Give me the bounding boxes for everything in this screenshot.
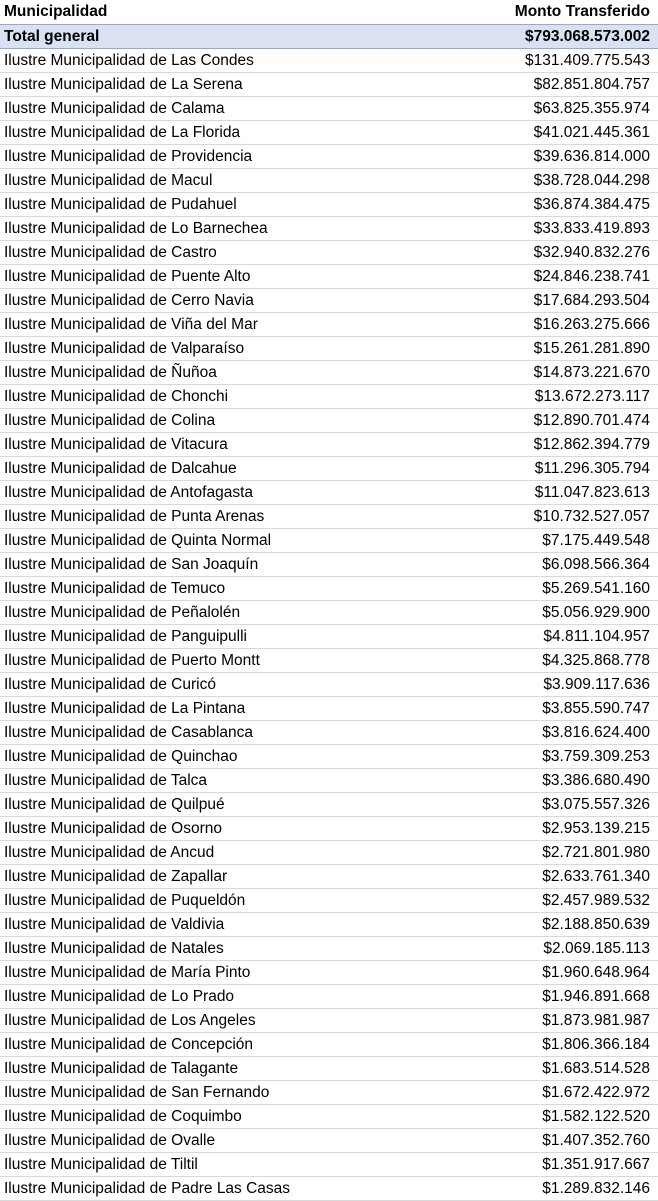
table-row[interactable] bbox=[0, 528, 658, 552]
amount-cell: $1.407.352.760 bbox=[444, 1128, 658, 1152]
amount-cell: $82.851.804.757 bbox=[444, 72, 658, 96]
amount-cell: $6.098.566.364 bbox=[444, 552, 658, 576]
municipality-name-cell: Ilustre Municipalidad de La Florida bbox=[0, 120, 444, 144]
municipality-name-cell: Ilustre Municipalidad de Osorno bbox=[0, 816, 444, 840]
table-row[interactable] bbox=[0, 168, 658, 192]
total-row[interactable] bbox=[0, 24, 658, 48]
municipality-name-cell: Ilustre Municipalidad de Peñalolén bbox=[0, 600, 444, 624]
municipality-name-cell: Ilustre Municipalidad de Punta Arenas bbox=[0, 504, 444, 528]
amount-cell: $4.811.104.957 bbox=[444, 624, 658, 648]
municipality-name-cell: Ilustre Municipalidad de Padre Las Casas bbox=[0, 1176, 444, 1200]
table-row[interactable] bbox=[0, 816, 658, 840]
amount-cell: $17.684.293.504 bbox=[444, 288, 658, 312]
table-row[interactable] bbox=[0, 432, 658, 456]
amount-cell: $1.582.122.520 bbox=[444, 1104, 658, 1128]
municipality-name-cell: Ilustre Municipalidad de Antofagasta bbox=[0, 480, 444, 504]
total-amount: $793.068.573.002 bbox=[444, 24, 658, 48]
municipality-name-cell: Ilustre Municipalidad de Vitacura bbox=[0, 432, 444, 456]
municipality-name-cell: Ilustre Municipalidad de Puerto Montt bbox=[0, 648, 444, 672]
amount-cell: $2.953.139.215 bbox=[444, 816, 658, 840]
amount-cell: $2.188.850.639 bbox=[444, 912, 658, 936]
amount-cell: $2.457.989.532 bbox=[444, 888, 658, 912]
municipality-name-cell: Ilustre Municipalidad de Castro bbox=[0, 240, 444, 264]
table-row[interactable] bbox=[0, 768, 658, 792]
amount-cell: $32.940.832.276 bbox=[444, 240, 658, 264]
table-row[interactable] bbox=[0, 312, 658, 336]
amount-cell: $2.633.761.340 bbox=[444, 864, 658, 888]
amount-cell: $3.855.590.747 bbox=[444, 696, 658, 720]
municipality-name-cell: Ilustre Municipalidad de Lo Prado bbox=[0, 984, 444, 1008]
table-row[interactable] bbox=[0, 672, 658, 696]
municipality-name-cell: Ilustre Municipalidad de Natales bbox=[0, 936, 444, 960]
total-label: Total general bbox=[0, 24, 444, 48]
table-row[interactable] bbox=[0, 696, 658, 720]
municipality-name-cell: Ilustre Municipalidad de Colina bbox=[0, 408, 444, 432]
table-row[interactable] bbox=[0, 72, 658, 96]
municipality-name-cell: Ilustre Municipalidad de Las Condes bbox=[0, 48, 444, 72]
amount-cell: $1.289.832.146 bbox=[444, 1176, 658, 1200]
amount-cell: $33.833.419.893 bbox=[444, 216, 658, 240]
table-row[interactable] bbox=[0, 480, 658, 504]
table-row[interactable] bbox=[0, 1128, 658, 1152]
column-header-municipalidad[interactable]: Municipalidad bbox=[0, 0, 444, 24]
table-row[interactable] bbox=[0, 984, 658, 1008]
amount-cell: $1.946.891.668 bbox=[444, 984, 658, 1008]
municipality-name-cell: Ilustre Municipalidad de Zapallar bbox=[0, 864, 444, 888]
amount-cell: $1.683.514.528 bbox=[444, 1056, 658, 1080]
municipality-name-cell: Ilustre Municipalidad de Talca bbox=[0, 768, 444, 792]
amount-cell: $1.672.422.972 bbox=[444, 1080, 658, 1104]
municipality-name-cell: Ilustre Municipalidad de Valparaíso bbox=[0, 336, 444, 360]
amount-cell: $11.296.305.794 bbox=[444, 456, 658, 480]
amount-cell: $15.261.281.890 bbox=[444, 336, 658, 360]
table-row[interactable] bbox=[0, 408, 658, 432]
table-row[interactable] bbox=[0, 216, 658, 240]
municipality-name-cell: Ilustre Municipalidad de Chonchi bbox=[0, 384, 444, 408]
table-row[interactable] bbox=[0, 1104, 658, 1128]
table-row[interactable] bbox=[0, 888, 658, 912]
table-row[interactable] bbox=[0, 912, 658, 936]
table-row[interactable] bbox=[0, 192, 658, 216]
table-row[interactable] bbox=[0, 840, 658, 864]
table-row[interactable] bbox=[0, 1056, 658, 1080]
amount-cell: $39.636.814.000 bbox=[444, 144, 658, 168]
table-row[interactable] bbox=[0, 1032, 658, 1056]
municipality-name-cell: Ilustre Municipalidad de Temuco bbox=[0, 576, 444, 600]
table-row[interactable] bbox=[0, 744, 658, 768]
amount-cell: $36.874.384.475 bbox=[444, 192, 658, 216]
amount-cell: $12.862.394.779 bbox=[444, 432, 658, 456]
table-row[interactable] bbox=[0, 120, 658, 144]
table-row[interactable] bbox=[0, 864, 658, 888]
table-row[interactable] bbox=[0, 48, 658, 72]
table-row[interactable] bbox=[0, 1176, 658, 1200]
amount-cell: $1.806.366.184 bbox=[444, 1032, 658, 1056]
table-row[interactable] bbox=[0, 288, 658, 312]
table-row[interactable] bbox=[0, 648, 658, 672]
table-header-row bbox=[0, 0, 658, 24]
amount-cell: $131.409.775.543 bbox=[444, 48, 658, 72]
municipality-name-cell: Ilustre Municipalidad de María Pinto bbox=[0, 960, 444, 984]
amount-cell: $5.056.929.900 bbox=[444, 600, 658, 624]
table-row[interactable] bbox=[0, 1008, 658, 1032]
table-row[interactable] bbox=[0, 720, 658, 744]
table-row[interactable] bbox=[0, 240, 658, 264]
table-row[interactable] bbox=[0, 1080, 658, 1104]
municipality-name-cell: Ilustre Municipalidad de Lo Barnechea bbox=[0, 216, 444, 240]
municipality-name-cell: Ilustre Municipalidad de Valdivia bbox=[0, 912, 444, 936]
table-row[interactable] bbox=[0, 504, 658, 528]
municipality-name-cell: Ilustre Municipalidad de San Fernando bbox=[0, 1080, 444, 1104]
table-row[interactable] bbox=[0, 552, 658, 576]
table-row[interactable] bbox=[0, 264, 658, 288]
municipality-name-cell: Ilustre Municipalidad de Ñuñoa bbox=[0, 360, 444, 384]
amount-cell: $4.325.868.778 bbox=[444, 648, 658, 672]
amount-cell: $3.759.309.253 bbox=[444, 744, 658, 768]
municipality-name-cell: Ilustre Municipalidad de Tiltil bbox=[0, 1152, 444, 1176]
municipality-name-cell: Ilustre Municipalidad de San Joaquín bbox=[0, 552, 444, 576]
municipality-name-cell: Ilustre Municipalidad de Coquimbo bbox=[0, 1104, 444, 1128]
municipality-name-cell: Ilustre Municipalidad de Quinchao bbox=[0, 744, 444, 768]
municipality-name-cell: Ilustre Municipalidad de Macul bbox=[0, 168, 444, 192]
amount-cell: $10.732.527.057 bbox=[444, 504, 658, 528]
table-row[interactable] bbox=[0, 336, 658, 360]
amount-cell: $12.890.701.474 bbox=[444, 408, 658, 432]
municipality-name-cell: Ilustre Municipalidad de La Pintana bbox=[0, 696, 444, 720]
municipality-name-cell: Ilustre Municipalidad de Puqueldón bbox=[0, 888, 444, 912]
municipality-name-cell: Ilustre Municipalidad de Cerro Navia bbox=[0, 288, 444, 312]
amount-cell: $1.351.917.667 bbox=[444, 1152, 658, 1176]
amount-cell: $3.816.624.400 bbox=[444, 720, 658, 744]
amount-cell: $3.075.557.326 bbox=[444, 792, 658, 816]
table-row[interactable] bbox=[0, 360, 658, 384]
amount-cell: $1.873.981.987 bbox=[444, 1008, 658, 1032]
amount-cell: $3.386.680.490 bbox=[444, 768, 658, 792]
table-row[interactable] bbox=[0, 936, 658, 960]
municipality-name-cell: Ilustre Municipalidad de Puente Alto bbox=[0, 264, 444, 288]
amount-cell: $7.175.449.548 bbox=[444, 528, 658, 552]
municipality-name-cell: Ilustre Municipalidad de Talagante bbox=[0, 1056, 444, 1080]
amount-cell: $2.069.185.113 bbox=[444, 936, 658, 960]
table-row[interactable] bbox=[0, 456, 658, 480]
column-header-monto[interactable]: Monto Transferido bbox=[444, 0, 658, 24]
table-row[interactable] bbox=[0, 576, 658, 600]
municipality-name-cell: Ilustre Municipalidad de Ancud bbox=[0, 840, 444, 864]
municipality-name-cell: Ilustre Municipalidad de La Serena bbox=[0, 72, 444, 96]
municipality-name-cell: Ilustre Municipalidad de Calama bbox=[0, 96, 444, 120]
table-row[interactable] bbox=[0, 624, 658, 648]
municipality-name-cell: Ilustre Municipalidad de Dalcahue bbox=[0, 456, 444, 480]
municipality-name-cell: Ilustre Municipalidad de Los Angeles bbox=[0, 1008, 444, 1032]
municipality-name-cell: Ilustre Municipalidad de Pudahuel bbox=[0, 192, 444, 216]
table-row[interactable] bbox=[0, 144, 658, 168]
amount-cell: $3.909.117.636 bbox=[444, 672, 658, 696]
municipality-name-cell: Ilustre Municipalidad de Providencia bbox=[0, 144, 444, 168]
municipality-name-cell: Ilustre Municipalidad de Quinta Normal bbox=[0, 528, 444, 552]
municipality-name-cell: Ilustre Municipalidad de Concepción bbox=[0, 1032, 444, 1056]
amount-cell: $41.021.445.361 bbox=[444, 120, 658, 144]
amount-cell: $2.721.801.980 bbox=[444, 840, 658, 864]
municipality-name-cell: Ilustre Municipalidad de Viña del Mar bbox=[0, 312, 444, 336]
amount-cell: $24.846.238.741 bbox=[444, 264, 658, 288]
table-row[interactable] bbox=[0, 792, 658, 816]
amount-cell: $38.728.044.298 bbox=[444, 168, 658, 192]
amount-cell: $11.047.823.613 bbox=[444, 480, 658, 504]
table-row[interactable] bbox=[0, 1152, 658, 1176]
table-row[interactable] bbox=[0, 960, 658, 984]
amount-cell: $14.873.221.670 bbox=[444, 360, 658, 384]
municipality-name-cell: Ilustre Municipalidad de Quilpué bbox=[0, 792, 444, 816]
municipality-name-cell: Ilustre Municipalidad de Panguipulli bbox=[0, 624, 444, 648]
municipality-name-cell: Ilustre Municipalidad de Ovalle bbox=[0, 1128, 444, 1152]
table-row[interactable] bbox=[0, 384, 658, 408]
amount-cell: $13.672.273.117 bbox=[444, 384, 658, 408]
amount-cell: $1.960.648.964 bbox=[444, 960, 658, 984]
municipality-name-cell: Ilustre Municipalidad de Casablanca bbox=[0, 720, 444, 744]
amount-cell: $5.269.541.160 bbox=[444, 576, 658, 600]
table-row[interactable] bbox=[0, 96, 658, 120]
municipality-name-cell: Ilustre Municipalidad de Curicó bbox=[0, 672, 444, 696]
amount-cell: $16.263.275.666 bbox=[444, 312, 658, 336]
amount-cell: $63.825.355.974 bbox=[444, 96, 658, 120]
table-row[interactable] bbox=[0, 600, 658, 624]
